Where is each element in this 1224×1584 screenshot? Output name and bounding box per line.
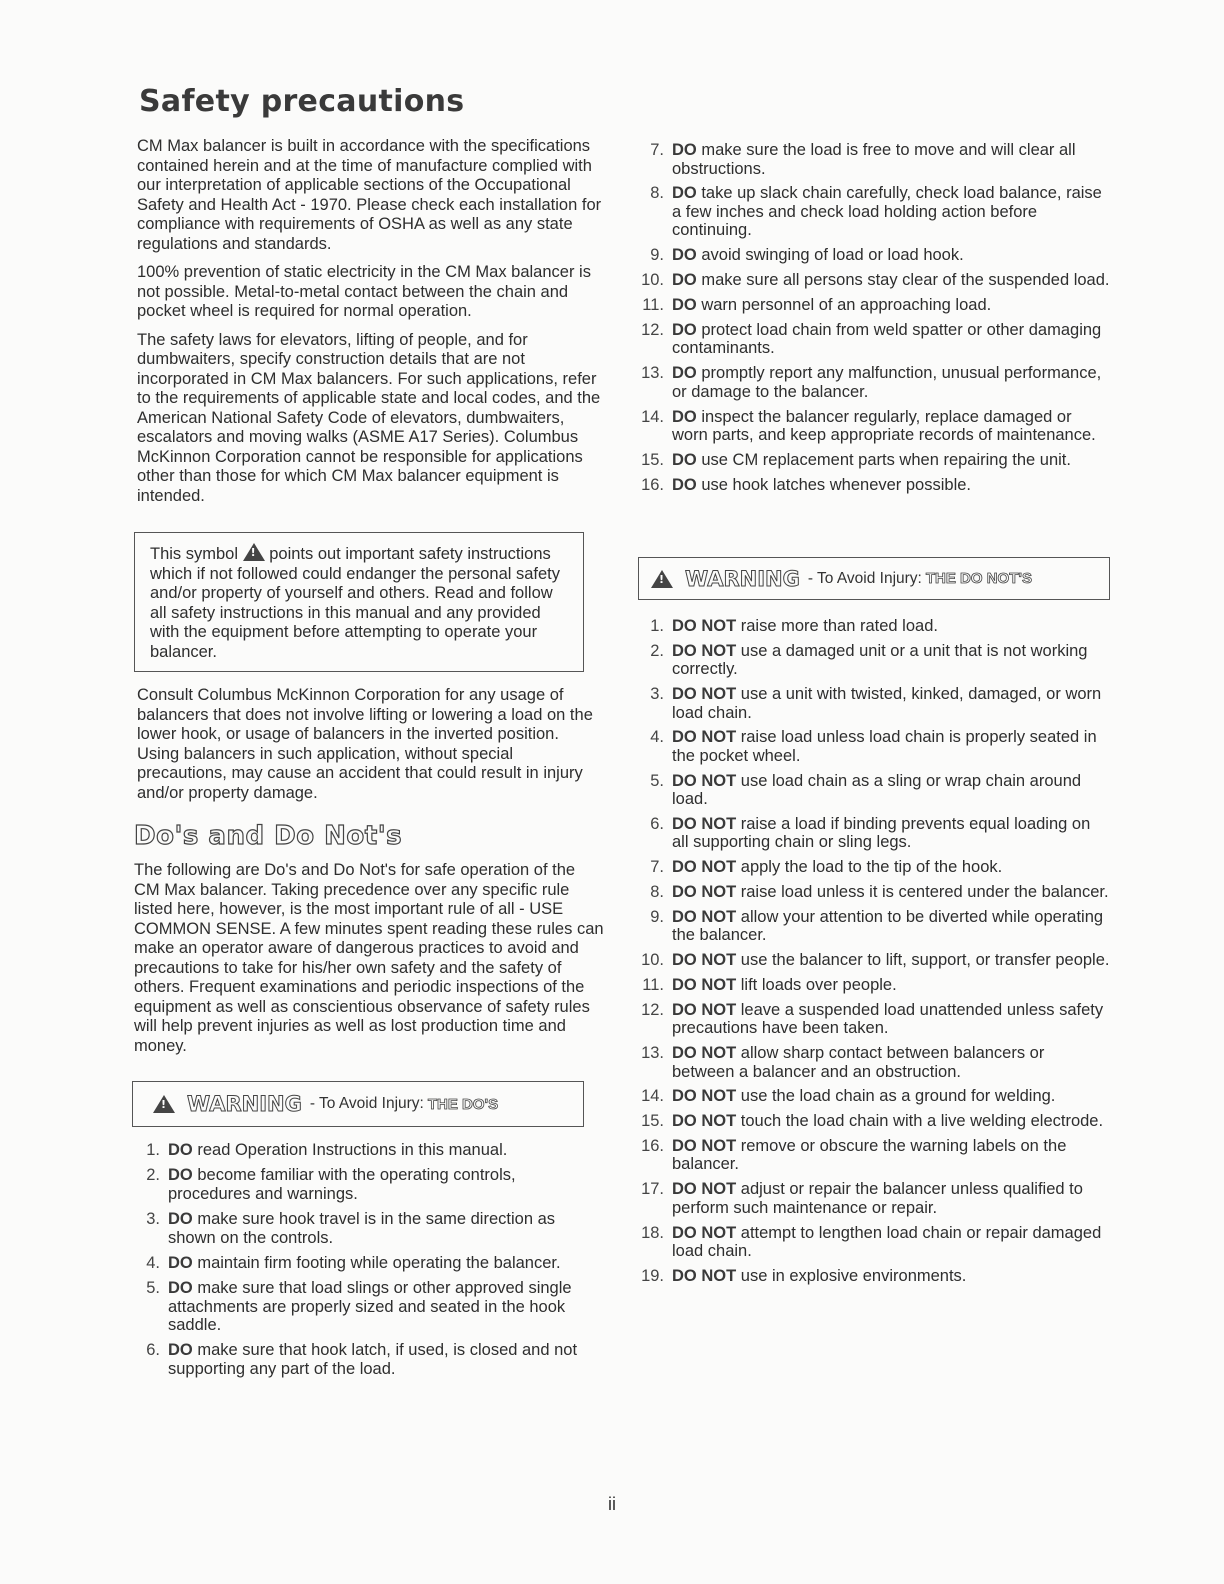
item-number: 7. [650,858,664,877]
item-number: 9. [650,907,664,926]
item-keyword: DO [168,1279,193,1298]
item-text: use the balancer to lift, support, or transfer people. [740,951,1110,970]
list-item [136,1210,586,1247]
list-item [640,685,1110,722]
item-keyword: DO NOT [672,814,737,833]
item-keyword: DO [672,320,697,339]
item-number: 3. [146,1210,160,1229]
item-text: apply the load to the tip of the hook. [740,858,1003,877]
warning-emphasis: THE DO NOT'S [925,570,1032,587]
item-number: 6. [650,814,664,833]
item-keyword: DO [672,271,697,290]
donts-list [640,617,1110,1292]
item-text: make sure the load is free to move and will clear all obstructions. [672,141,1076,178]
item-keyword: DO [672,141,697,159]
item-number: 11. [642,975,664,994]
item-keyword: DO NOT [672,685,737,704]
item-text: warn personnel of an approaching load. [701,296,992,315]
item-keyword: DO [168,1210,193,1229]
item-number: 14. [641,1087,664,1106]
item-number: 1. [650,617,664,635]
item-text: make sure hook travel is in the same direction as shown on the controls. [168,1210,556,1247]
list-item [640,184,1110,240]
item-number: 16. [641,1136,664,1155]
item-text: protect load chain from weld spatter or other damaging contaminants. [672,320,1102,358]
item-number: 12. [641,320,664,339]
item-number: 16. [641,476,664,495]
item-keyword: DO [672,246,697,265]
item-number: 14. [641,407,664,426]
item-text: avoid swinging of load or load hook. [701,246,964,265]
dos-intro-paragraph: The following are Do's and Do Not's for safe operation of the CM Max balancer. Taking precedence over any specific rule listed here, however, is the most important rule of all - USE COMMON SENSE. A few minutes spent reading these rules can make an operator aware of dangerous practices to avoid and precautions to take for his/her own safety and the safety of others. Frequent examinations and periodic inspections of the equipment as well as conscientious observance of safety rules will help prevent injuries as well as lost production time and money. [134,861,604,1055]
list-item [640,1267,1110,1286]
item-text: remove or obscure the warning labels on the balancer. [672,1136,1067,1174]
item-keyword: DO [672,364,697,383]
list-item [640,1224,1110,1261]
item-keyword: DO [672,451,697,470]
list-item [640,321,1110,358]
warning-triangle-icon [153,1095,175,1113]
item-keyword: DO NOT [672,951,737,970]
list-item [640,408,1110,445]
item-text: use load chain as a sling or wrap chain around load. [672,771,1082,809]
list-item [640,271,1110,290]
symbol-note-before: This symbol [150,545,239,563]
item-text: leave a suspended load unattended unless safety precautions have been taken. [672,1000,1104,1038]
dos-and-donts-heading: Do's and Do Not's [134,821,403,851]
item-number: 3. [650,685,664,704]
item-text: inspect the balancer regularly, replace damaged or worn parts, and keep appropriate records of maintenance. [672,407,1096,445]
warning-donts-banner [638,557,1110,600]
list-item [640,296,1110,315]
item-number: 11. [642,296,664,315]
item-text: read Operation Instructions in this manual. [197,1141,508,1159]
list-item [640,617,1110,636]
item-keyword: DO [672,407,697,426]
item-keyword: DO NOT [672,1180,737,1199]
item-text: raise a load if binding prevents equal loading on all supporting chain or sling legs. [672,814,1091,852]
warning-triangle-icon [243,543,265,561]
item-number: 8. [650,184,664,203]
page-title: Safety precautions [139,84,465,119]
warning-dos-banner [132,1081,584,1127]
dos-list-continued [640,141,1110,501]
list-item [640,364,1110,401]
item-text: allow sharp contact between balancers or between a balancer and an obstruction. [672,1044,1045,1081]
item-text: use CM replacement parts when repairing the unit. [701,451,1071,470]
item-number: 2. [650,641,664,660]
item-number: 10. [641,271,664,290]
item-number: 10. [641,951,664,970]
intro-section [137,137,605,515]
item-text: become familiar with the operating controls, procedures and warnings. [168,1166,516,1203]
item-number: 5. [650,771,664,790]
item-number: 13. [641,364,664,383]
list-item [640,951,1110,970]
list-item [640,642,1110,679]
item-text: use the load chain as a ground for welding. [740,1087,1056,1106]
warning-subtitle: - To Avoid Injury: [309,1095,424,1112]
list-item [640,908,1110,945]
item-text: raise load unless load chain is properly seated in the pocket wheel. [672,728,1097,765]
item-keyword: DO NOT [672,907,737,926]
list-item [640,1087,1110,1106]
item-number: 13. [641,1044,664,1063]
item-text: use hook latches whenever possible. [701,476,972,495]
item-keyword: DO NOT [672,728,737,747]
item-text: take up slack chain carefully, check load balance, raise a few inches and check load holding action before continuing. [672,184,1102,240]
list-item [136,1279,586,1335]
item-number: 17. [641,1180,664,1199]
item-text: lift loads over people. [740,975,897,994]
list-item [136,1141,586,1160]
list-item [640,728,1110,765]
list-item [640,141,1110,178]
item-number: 1. [146,1141,160,1159]
item-text: adjust or repair the balancer unless qualified to perform such maintenance or repair. [672,1180,1083,1217]
item-keyword: DO [672,476,697,495]
list-item [640,1180,1110,1217]
item-keyword: DO [672,296,697,315]
list-item [640,883,1110,902]
item-keyword: DO NOT [672,1000,737,1019]
list-item [136,1166,586,1203]
item-number: 2. [146,1166,160,1185]
item-number: 15. [641,1112,664,1131]
intro-paragraph: The safety laws for elevators, lifting of people, and for dumbwaiters, specify construction details that are not incorporated in CM Max balancers. For such applications, refer to the requirements of applicable state and local codes, and the American National Safety Code of elevators, dumbwaiters, escalators and moving walks (ASME A17 Series). Columbus McKinnon Corporation cannot be responsible for applications other than those for which CM Max balancer equipment is intended. [137,330,601,505]
item-number: 19. [641,1266,664,1285]
item-keyword: DO NOT [672,975,737,994]
intro-paragraph: CM Max balancer is built in accordance with the specifications contained herein and at the time of manufacture complied with our interpretation of applicable sections of the Occupational Safety and Health Act - 1970. Please check each installation for compliance with requirements of OSHA as well as any state regulations and standards. [137,137,602,253]
item-number: 8. [650,883,664,902]
item-text: make sure all persons stay clear of the suspended load. [701,271,1110,290]
item-keyword: DO NOT [672,641,737,660]
list-item [640,976,1110,995]
item-keyword: DO NOT [672,1223,737,1242]
list-item [640,772,1110,809]
item-number: 15. [641,451,664,470]
item-number: 4. [146,1253,160,1272]
symbol-note-after: points out important safety instructions which if not followed could endanger the personal safety and/or property of yourself and others. Read and follow all safety instructions in this manual and any provided with the equipment before attempting to operate your balancer. [150,545,561,661]
item-text: allow your attention to be diverted while operating the balancer. [672,907,1104,945]
warning-emphasis: THE DO'S [427,1095,499,1113]
dos-list [136,1141,586,1385]
item-number: 6. [146,1341,160,1360]
item-text: make sure that load slings or other approved single attachments are properly sized and seated in the hook saddle. [168,1279,572,1335]
item-number: 12. [641,1000,664,1019]
item-text: touch the load chain with a live welding electrode. [740,1112,1104,1131]
list-item [640,476,1110,495]
item-text: maintain firm footing while operating the balancer. [197,1253,561,1272]
item-keyword: DO NOT [672,1044,737,1063]
list-item [640,1112,1110,1131]
list-item [136,1341,586,1378]
item-text: raise load unless it is centered under the balancer. [740,883,1109,902]
item-text: use a damaged unit or a unit that is not working correctly. [672,641,1088,679]
symbol-note-text [150,543,569,662]
item-keyword: DO [672,184,697,203]
item-text: promptly report any malfunction, unusual performance, or damage to the balancer. [672,364,1102,401]
item-keyword: DO NOT [672,617,737,635]
list-item [640,858,1110,877]
item-keyword: DO [168,1253,193,1272]
item-keyword: DO NOT [672,1087,737,1106]
intro-paragraph: 100% prevention of static electricity in the CM Max balancer is not possible. Metal-to-metal contact between the chain and pocket wheel is required for normal operation. [137,263,591,320]
safety-symbol-note [134,532,584,672]
warning-subtitle: - To Avoid Injury: [807,569,922,587]
item-number: 4. [650,728,664,747]
item-text: use in explosive environments. [740,1266,967,1285]
item-number: 7. [650,141,664,159]
list-item [640,1137,1110,1174]
warning-label: WARNING [685,566,800,591]
item-keyword: DO NOT [672,1266,737,1285]
item-keyword: DO NOT [672,858,737,877]
item-keyword: DO [168,1141,193,1159]
item-keyword: DO [168,1341,193,1360]
item-text: raise more than rated load. [740,617,938,635]
list-item [640,451,1110,470]
item-number: 9. [650,246,664,265]
item-text: attempt to lengthen load chain or repair damaged load chain. [672,1223,1102,1261]
item-text: use a unit with twisted, kinked, damaged, or worn load chain. [672,685,1102,722]
item-keyword: DO NOT [672,1136,737,1155]
item-keyword: DO NOT [672,1112,737,1131]
list-item [136,1254,586,1273]
warning-label: WARNING [187,1092,302,1116]
consult-paragraph: Consult Columbus McKinnon Corporation for any usage of balancers that does not involve lifting or lowering a load on the lower hook, or usage of balancers in the inverted position. Using balancers in such application, without special precautions, may cause an accident that could result in injury and/or property damage. [137,686,593,802]
page-number: ii [608,1494,616,1514]
list-item [640,246,1110,265]
item-keyword: DO NOT [672,771,737,790]
item-keyword: DO NOT [672,883,737,902]
item-number: 18. [641,1223,664,1242]
item-number: 5. [146,1279,160,1298]
list-item [640,1001,1110,1038]
warning-triangle-icon [651,570,673,588]
item-text: make sure that hook latch, if used, is closed and not supporting any part of the load. [168,1341,578,1378]
list-item [640,1044,1110,1081]
list-item [640,815,1110,852]
item-keyword: DO [168,1166,193,1185]
